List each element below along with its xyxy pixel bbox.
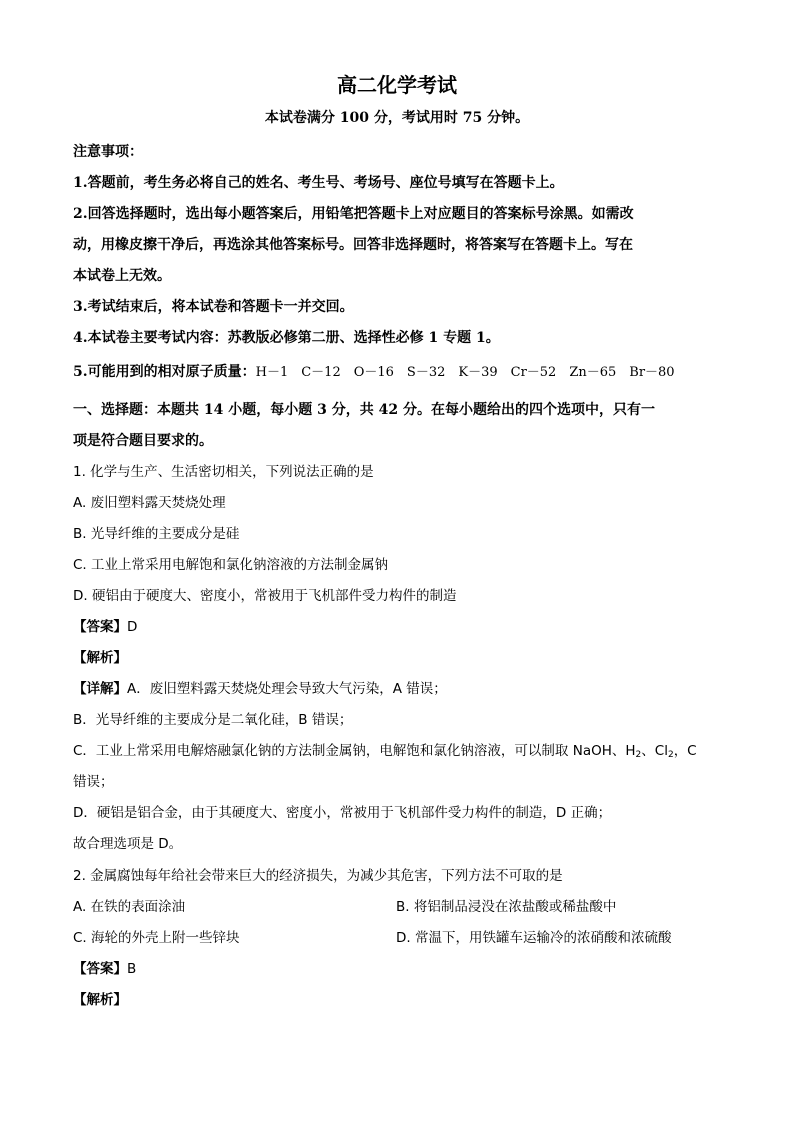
note-3: 3.考试结束后，将本试卷和答题卡一并交回。	[73, 299, 354, 315]
answer-tag: 【答案】	[73, 961, 127, 977]
detail-tag: 【详解】	[73, 681, 127, 697]
q2-analysis-tag: 【解析】	[73, 992, 127, 1008]
cl2-subscript: 2	[667, 750, 674, 760]
q1-answer-value: D	[127, 619, 138, 635]
q1-detail-c-sep: 、Cl	[641, 743, 668, 759]
q2-stem: 2. 金属腐蚀每年给社会带来巨大的经济损失，为减少其危害，下列方法不可取的是	[73, 868, 563, 884]
section-1-heading-line-2: 项是符合题目要求的。	[73, 433, 213, 449]
q1-detail-c-line-1	[73, 741, 697, 761]
note-5-label: 5.可能用到的相对原子质量：	[73, 364, 256, 380]
page-subtitle: 本试卷满分 100 分，考试用时 75 分钟。	[264, 110, 530, 126]
atomic-masses: H－1 C－12 O－16 S－32 K－39 Cr－52 Zn－65 Br－80	[255, 365, 675, 380]
q1-detail-c-end: ，C	[673, 743, 697, 759]
note-2-line-2: 动，用橡皮擦干净后，再选涂其他答案标号。回答非选择题时，将答案写在答题卡上。写在	[73, 237, 633, 253]
note-5	[73, 362, 675, 383]
q2-option-a: A. 在铁的表面涂油	[73, 899, 186, 915]
note-1: 1.答题前，考生务必将自己的姓名、考生号、考场号、座位号填写在答题卡上。	[73, 175, 564, 191]
note-4: 4.本试卷主要考试内容：苏教版必修第二册、选择性必修 1 专题 1。	[73, 330, 500, 346]
q1-option-c: C. 工业上常采用电解饱和氯化钠溶液的方法制金属钠	[73, 557, 389, 573]
q2-option-b: B. 将铝制品浸没在浓盐酸或稀盐酸中	[396, 899, 617, 915]
q2-option-d: D. 常温下，用铁罐车运输冷的浓硝酸和浓硫酸	[396, 930, 672, 946]
note-2-line-1: 2.回答选择题时，选出每小题答案后，用铅笔把答题卡上对应题目的答案标号涂黑。如需改	[73, 206, 634, 222]
note-2-line-3: 本试卷上无效。	[73, 268, 171, 284]
q1-analysis-tag: 【解析】	[73, 650, 127, 666]
q1-detail-c-text: C．工业上常采用电解熔融氯化钠的方法制金属钠，电解饱和氯化钠溶液，可以制取 NaOH、H	[73, 743, 636, 759]
q1-detail-a	[73, 679, 447, 699]
h2-subscript: 2	[635, 750, 642, 760]
q1-detail-a-text: A．废旧塑料露天焚烧处理会导致大气污染，A 错误；	[127, 681, 447, 697]
q2-answer-value: B	[127, 961, 137, 977]
page-title: 高二化学考试	[337, 73, 457, 97]
notes-heading: 注意事项：	[73, 144, 143, 160]
q1-answer	[73, 617, 137, 637]
q1-option-a: A. 废旧塑料露天焚烧处理	[73, 495, 226, 511]
q1-option-b: B. 光导纤维的主要成分是硅	[73, 526, 240, 542]
q1-stem: 1. 化学与生产、生活密切相关，下列说法正确的是	[73, 464, 374, 480]
q1-detail-b: B．光导纤维的主要成分是二氧化硅，B 错误；	[73, 712, 353, 728]
q1-conclusion: 故合理选项是 D。	[73, 836, 183, 852]
q2-option-c: C. 海轮的外壳上附一些锌块	[73, 930, 240, 946]
q2-answer	[73, 959, 136, 979]
answer-tag: 【答案】	[73, 619, 127, 635]
section-1-heading-line-1: 一、选择题：本题共 14 小题，每小题 3 分，共 42 分。在每小题给出的四个选项中，只有一	[73, 402, 655, 418]
q1-detail-c-line-2: 错误；	[73, 774, 114, 790]
q1-option-d: D. 硬铝由于硬度大、密度小，常被用于飞机部件受力构件的制造	[73, 588, 457, 604]
q1-detail-d: D．硬铝是铝合金，由于其硬度大、密度小，常被用于飞机部件受力构件的制造，D 正确；	[73, 805, 612, 821]
